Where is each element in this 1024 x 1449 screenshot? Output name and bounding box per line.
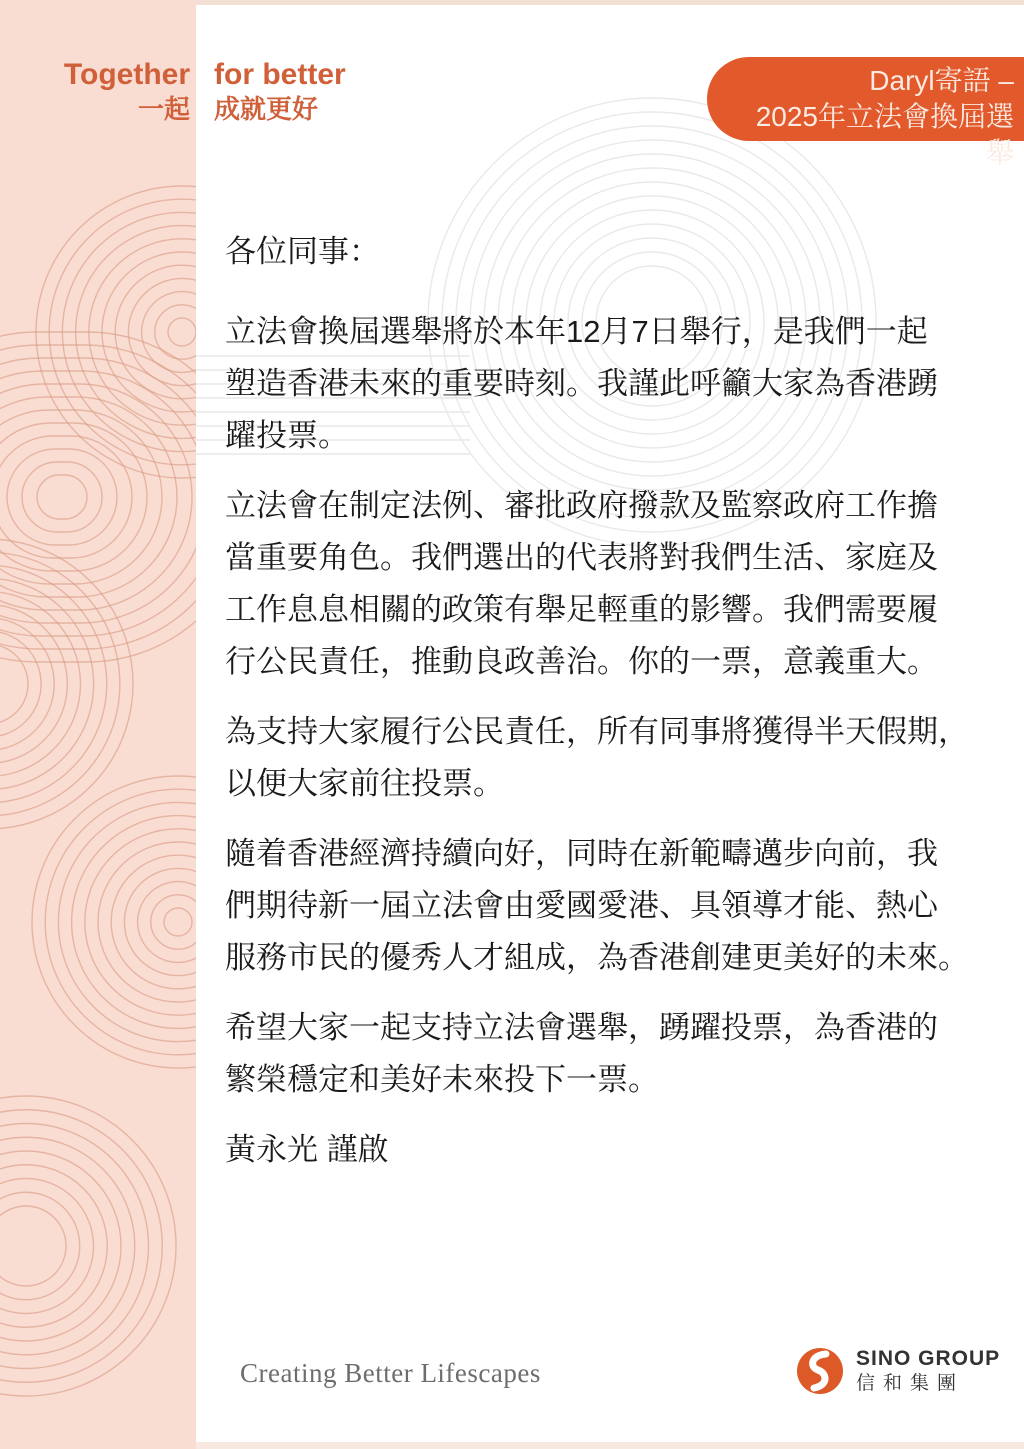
paragraph-line: 躍投票。 — [225, 418, 349, 453]
badge-line1: Daryl寄語 – — [869, 65, 1014, 96]
paragraph-line: 工作息息相關的政策有舉足輕重的影響。我們需要履 — [225, 592, 938, 627]
brand-together-zh: 一起 — [137, 94, 190, 124]
paragraph-line: 立法會換屆選舉將於本年12月7日舉行，是我們一起 — [225, 314, 928, 349]
paragraph-line: 們期待新一屆立法會由愛國愛港、具領導才能、熱心 — [225, 888, 938, 923]
paragraph-line: 當重要角色。我們選出的代表將對我們生活、家庭及 — [225, 540, 938, 575]
paragraph-line: 希望大家一起支持立法會選舉，踴躍投票，為香港的 — [225, 1010, 938, 1045]
brand-forbetter-en: for better — [214, 58, 346, 91]
paragraph-3 — [225, 706, 995, 810]
letter-body — [225, 226, 995, 1176]
paragraph-line: 服務市民的優秀人才組成，為香港創建更美好的未來。 — [225, 940, 969, 975]
paragraph-4 — [225, 828, 995, 984]
sino-logo-text — [856, 1346, 1000, 1396]
paragraph-1 — [225, 306, 995, 462]
sidebar-pattern — [0, 0, 196, 1449]
salutation: 各位同事： — [225, 234, 380, 269]
footer-tagline: Creating Better Lifescapes — [240, 1358, 541, 1388]
paragraph-5 — [225, 1002, 995, 1106]
paragraph-line: 行公民責任，推動良政善治。你的一票，意義重大。 — [225, 644, 938, 679]
sino-logo-icon — [796, 1347, 844, 1395]
sino-group-zh: 信和集團 — [856, 1373, 965, 1394]
paragraph-line: 隨着香港經濟持續向好，同時在新範疇邁步向前，我 — [225, 836, 938, 871]
brand-together-en: Together — [63, 58, 190, 91]
sino-group-en: SINO GROUP — [856, 1347, 1001, 1370]
paragraph-line: 繁榮穩定和美好未來投下一票。 — [225, 1062, 659, 1097]
signature: 黃永光 謹啟 — [225, 1132, 389, 1167]
paragraph-line: 塑造香港未來的重要時刻。我謹此呼籲大家為香港踴 — [225, 366, 938, 401]
paragraph-line: 為支持大家履行公民責任，所有同事將獲得半天假期， — [225, 714, 969, 749]
brand-header — [0, 58, 346, 124]
bottom-edge-strip — [196, 1442, 1024, 1449]
sino-group-logo — [796, 1346, 1000, 1396]
paragraph-line: 以便大家前往投票。 — [225, 766, 504, 801]
top-edge-strip — [196, 0, 1024, 5]
brand-forbetter-zh: 成就更好 — [214, 94, 319, 124]
badge-line2: 2025年立法會換屆選舉 — [755, 101, 1014, 168]
paragraph-2 — [225, 480, 995, 688]
paragraph-line: 立法會在制定法例、審批政府撥款及監察政府工作擔 — [225, 488, 938, 523]
title-badge — [707, 57, 1024, 168]
